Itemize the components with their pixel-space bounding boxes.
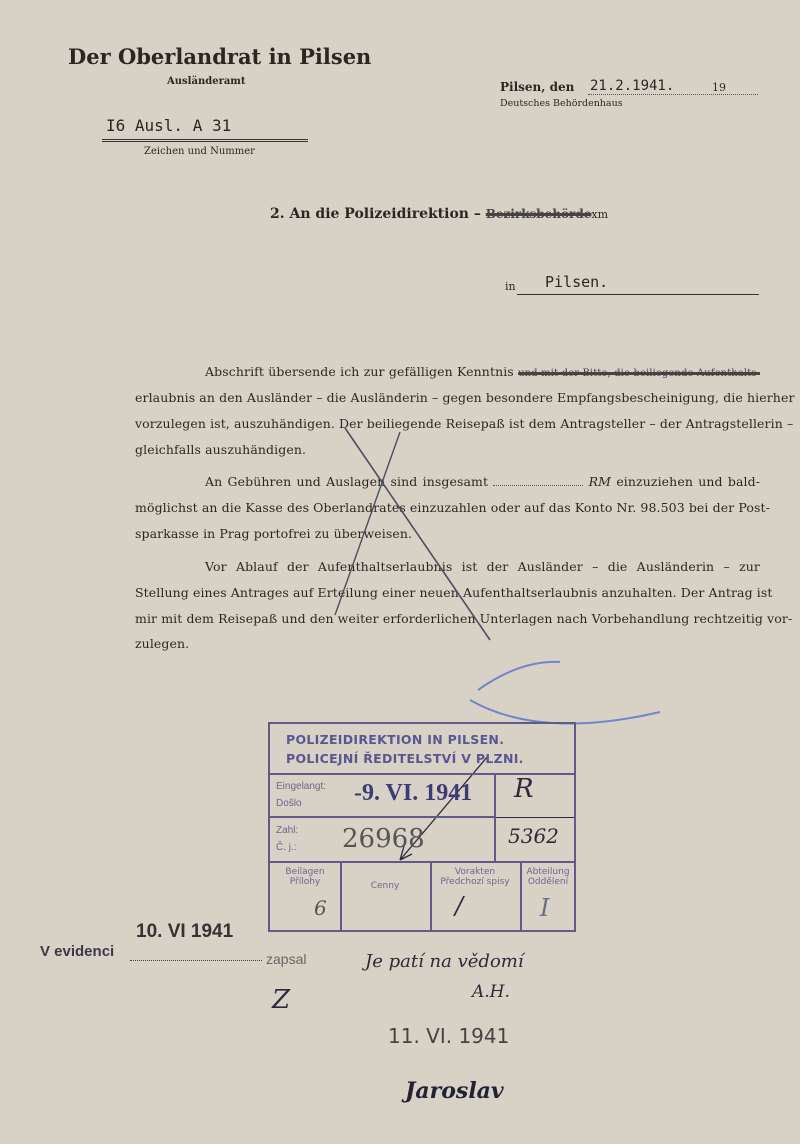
body-line: zulegen.	[135, 636, 190, 651]
evidence-date: 10. VI 1941	[136, 921, 234, 942]
letter-date: 21.2.1941.	[590, 78, 675, 94]
text: Vorakten	[454, 867, 496, 877]
reference-caption: Zeichen und Nummer	[144, 146, 255, 157]
department: Ausländeramt	[167, 76, 246, 87]
second-date-stamp: 11. VI. 1941	[388, 1024, 510, 1048]
col1-value: 6	[314, 896, 327, 920]
recipient-city: Pilsen.	[545, 273, 609, 291]
reference-number: I6 Ausl. A 31	[106, 116, 232, 135]
text: einzuziehen und bald-	[616, 474, 761, 489]
recipient-label: 2. An die Polizeidirektion –	[270, 206, 481, 222]
authority-title: Der Oberlandrat in Pilsen	[68, 44, 372, 69]
text: Abschrift übersende ich zur gefälligen Kenntnis	[205, 364, 514, 379]
stamp-line-1: POLIZEIDIREKTION IN PILSEN.	[286, 732, 505, 747]
number-label-de: Zahl:	[276, 825, 299, 836]
received-date: -9. VI. 1941	[354, 780, 473, 806]
body-line: erlaubnis an den Ausländer – die Ausländerin – gegen besondere Empfangsbescheinigung, die hierher	[135, 390, 795, 405]
received-label-de: Eingelangt:	[276, 781, 327, 792]
handwritten-number: 5362	[508, 824, 559, 848]
col4-label	[520, 867, 576, 887]
evidence-label: V evidenci	[40, 943, 115, 960]
year-field: 19	[712, 81, 726, 94]
text: An Gebühren und Auslagen sind insgesamt	[205, 474, 489, 489]
text: Beilagen	[285, 867, 325, 877]
handwritten-note: Je patí na vědomí	[365, 951, 524, 972]
stamp-line-2: POLICEJNÍ ŘEDITELSTVÍ V PLZNI.	[286, 751, 524, 766]
col4-value: I	[540, 894, 550, 922]
registry-number: 26968	[342, 824, 425, 854]
text: Oddělení	[527, 877, 569, 887]
col3-value: /	[455, 892, 464, 920]
text: Přílohy	[289, 877, 321, 887]
number-label-cz: Č. j.:	[276, 842, 297, 853]
body-line: mir mit dem Reisepaß und den weiter erforderlichen Unterlagen nach Vorbehandlung rechtzeitig vor-	[135, 611, 793, 626]
col3-label	[430, 867, 520, 887]
col2-label: Cenny	[370, 881, 400, 891]
body-line: Stellung eines Antrages auf Erteilung einer neuen Aufenthaltserlaubnis anzuhalten. Der Antrag ist	[135, 585, 773, 600]
col1-label	[270, 867, 340, 887]
wrote-initial: Z	[272, 985, 291, 1015]
received-stamp	[268, 722, 576, 932]
text: Abteilung	[526, 867, 570, 877]
text: Předchozí spisy	[440, 877, 510, 887]
building: Deutsches Behördenhaus	[500, 98, 623, 109]
evidence-underline	[130, 960, 262, 961]
currency: RM	[588, 474, 612, 489]
body-line: gleichfalls auszuhändigen.	[135, 442, 307, 457]
body-line: sparkasse in Prag portofrei zu überweisen.	[135, 526, 413, 541]
struck-text: und mit der Bitte, die beiliegende Aufenthalts-	[518, 368, 760, 379]
struck-recipient: Bezirksbehörde	[485, 207, 592, 221]
body-line: vorzulegen ist, auszuhändigen. Der beiliegende Reisepaß ist dem Antragsteller – der Antragstellerin –	[135, 416, 794, 431]
recipient-suffix: xm	[591, 208, 609, 221]
handwritten-letter: R	[514, 774, 534, 804]
note-initials: A.H.	[472, 982, 510, 1002]
place-date-prefix: Pilsen, den	[500, 80, 575, 94]
signature: Jaroslav	[405, 1078, 504, 1104]
received-label-cz: Došlo	[276, 798, 302, 809]
body-line: Vor Ablauf der Aufenthaltserlaubnis ist der Ausländer – die Ausländerin – zur	[205, 559, 760, 574]
in-label: in	[505, 280, 516, 293]
body-line: möglichst an die Kasse des Oberlandrates einzuzahlen oder auf das Konto Nr. 98.503 bei der Post-	[135, 500, 770, 515]
wrote-label: zapsal	[266, 951, 307, 967]
